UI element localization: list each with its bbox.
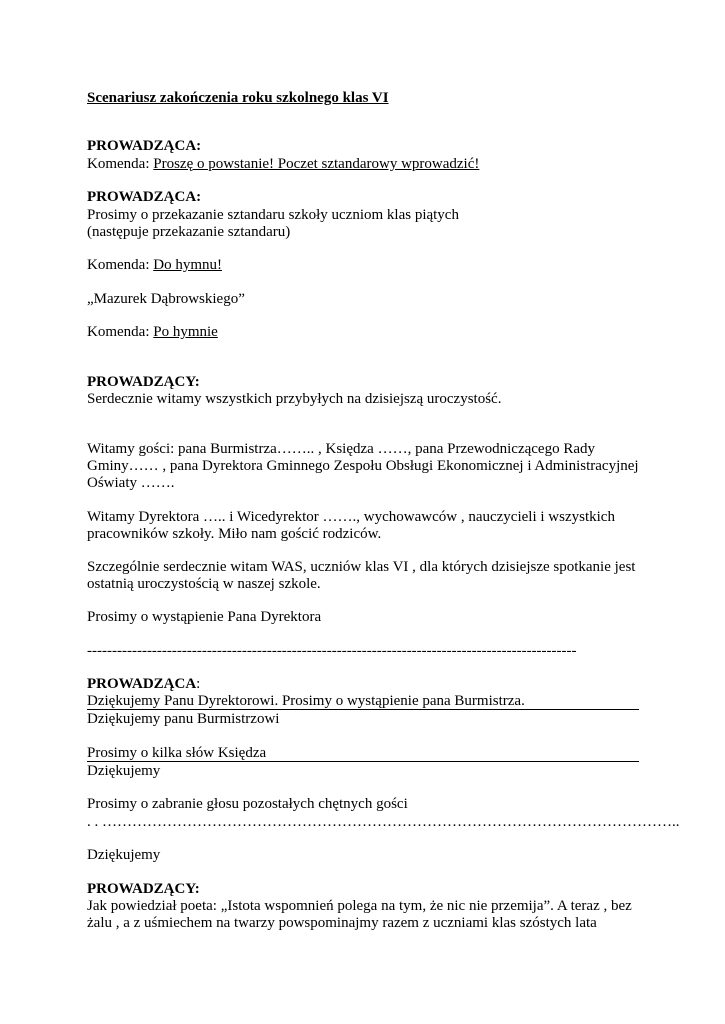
text-line: Dziękujemy panu Burmistrzowi xyxy=(87,711,280,727)
dotted-line: . . …………………………………………………………………………………………………….. xyxy=(87,814,680,830)
anthem-line: „Mazurek Dąbrowskiego” xyxy=(87,291,245,307)
text-line: Prosimy o przekazanie sztandaru szkoły uczniom klas piątych xyxy=(87,207,459,223)
command-text: Po hymnie xyxy=(153,324,218,340)
text-line: Szczególnie serdecznie witam WAS, uczniów klas VI , dla których dzisiejsze spotkanie jest xyxy=(87,559,636,575)
horizontal-rule xyxy=(87,761,639,762)
separator-line: -------------------------------------------------------------------------------------------------- xyxy=(87,643,577,659)
text-line: żalu , a z uśmiechem na twarzy powspominajmy razem z uczniami klas szóstych lata xyxy=(87,915,597,931)
speaker-name: PROWADZĄCA xyxy=(87,676,197,692)
text-line: (następuje przekazanie sztandaru) xyxy=(87,224,291,240)
text-line: ostatnią uroczystością w naszej szkole. xyxy=(87,576,321,592)
command-line xyxy=(87,256,222,274)
command-line xyxy=(87,155,479,173)
command-text: Do hymnu! xyxy=(153,257,222,273)
speaker-heading: PROWADZĄCY: xyxy=(87,881,200,897)
text-line: Dziękujemy Panu Dyrektorowi. Prosimy o wystąpienie pana Burmistrza. xyxy=(87,693,525,709)
command-prefix: Komenda: xyxy=(87,324,154,340)
speaker-heading xyxy=(87,675,200,693)
text-line: Prosimy o kilka słów Księdza xyxy=(87,745,267,761)
text-line: Gminy…… , pana Dyrektora Gminnego Zespołu Obsługi Ekonomicznej i Administracyjnej xyxy=(87,458,639,474)
command-prefix: Komenda: xyxy=(87,156,154,172)
speaker-colon: : xyxy=(196,676,201,692)
command-line xyxy=(87,323,218,341)
text-line: Dziękujemy xyxy=(87,847,161,863)
text-line: Prosimy o zabranie głosu pozostałych chętnych gości xyxy=(87,796,408,812)
text-line: pracowników szkoły. Miło nam gościć rodziców. xyxy=(87,526,382,542)
text-line: Prosimy o wystąpienie Pana Dyrektora xyxy=(87,609,322,625)
text-line: Oświaty ……. xyxy=(87,475,175,491)
command-prefix: Komenda: xyxy=(87,257,154,273)
speaker-heading: PROWADZĄCY: xyxy=(87,374,200,390)
speaker-heading: PROWADZĄCA: xyxy=(87,189,202,205)
speaker-heading: PROWADZĄCA: xyxy=(87,138,202,154)
text-line: Serdecznie witamy wszystkich przybyłych na dzisiejszą uroczystość. xyxy=(87,391,502,407)
text-line: Witamy gości: pana Burmistrza…….. , Księdza ……, pana Przewodniczącego Rady xyxy=(87,441,595,457)
text-line: Witamy Dyrektora ….. i Wicedyrektor ……., wychowawców , nauczycieli i wszystkich xyxy=(87,509,615,525)
command-text: Proszę o powstanie! Poczet sztandarowy wprowadzić! xyxy=(153,156,480,172)
text-line: Jak powiedział poeta: „Istota wspomnień polega na tym, że nic nie przemija”. A teraz , bez xyxy=(87,898,632,914)
document-title: Scenariusz zakończenia roku szkolnego klas VI xyxy=(87,90,389,106)
text-line: Dziękujemy xyxy=(87,763,161,779)
